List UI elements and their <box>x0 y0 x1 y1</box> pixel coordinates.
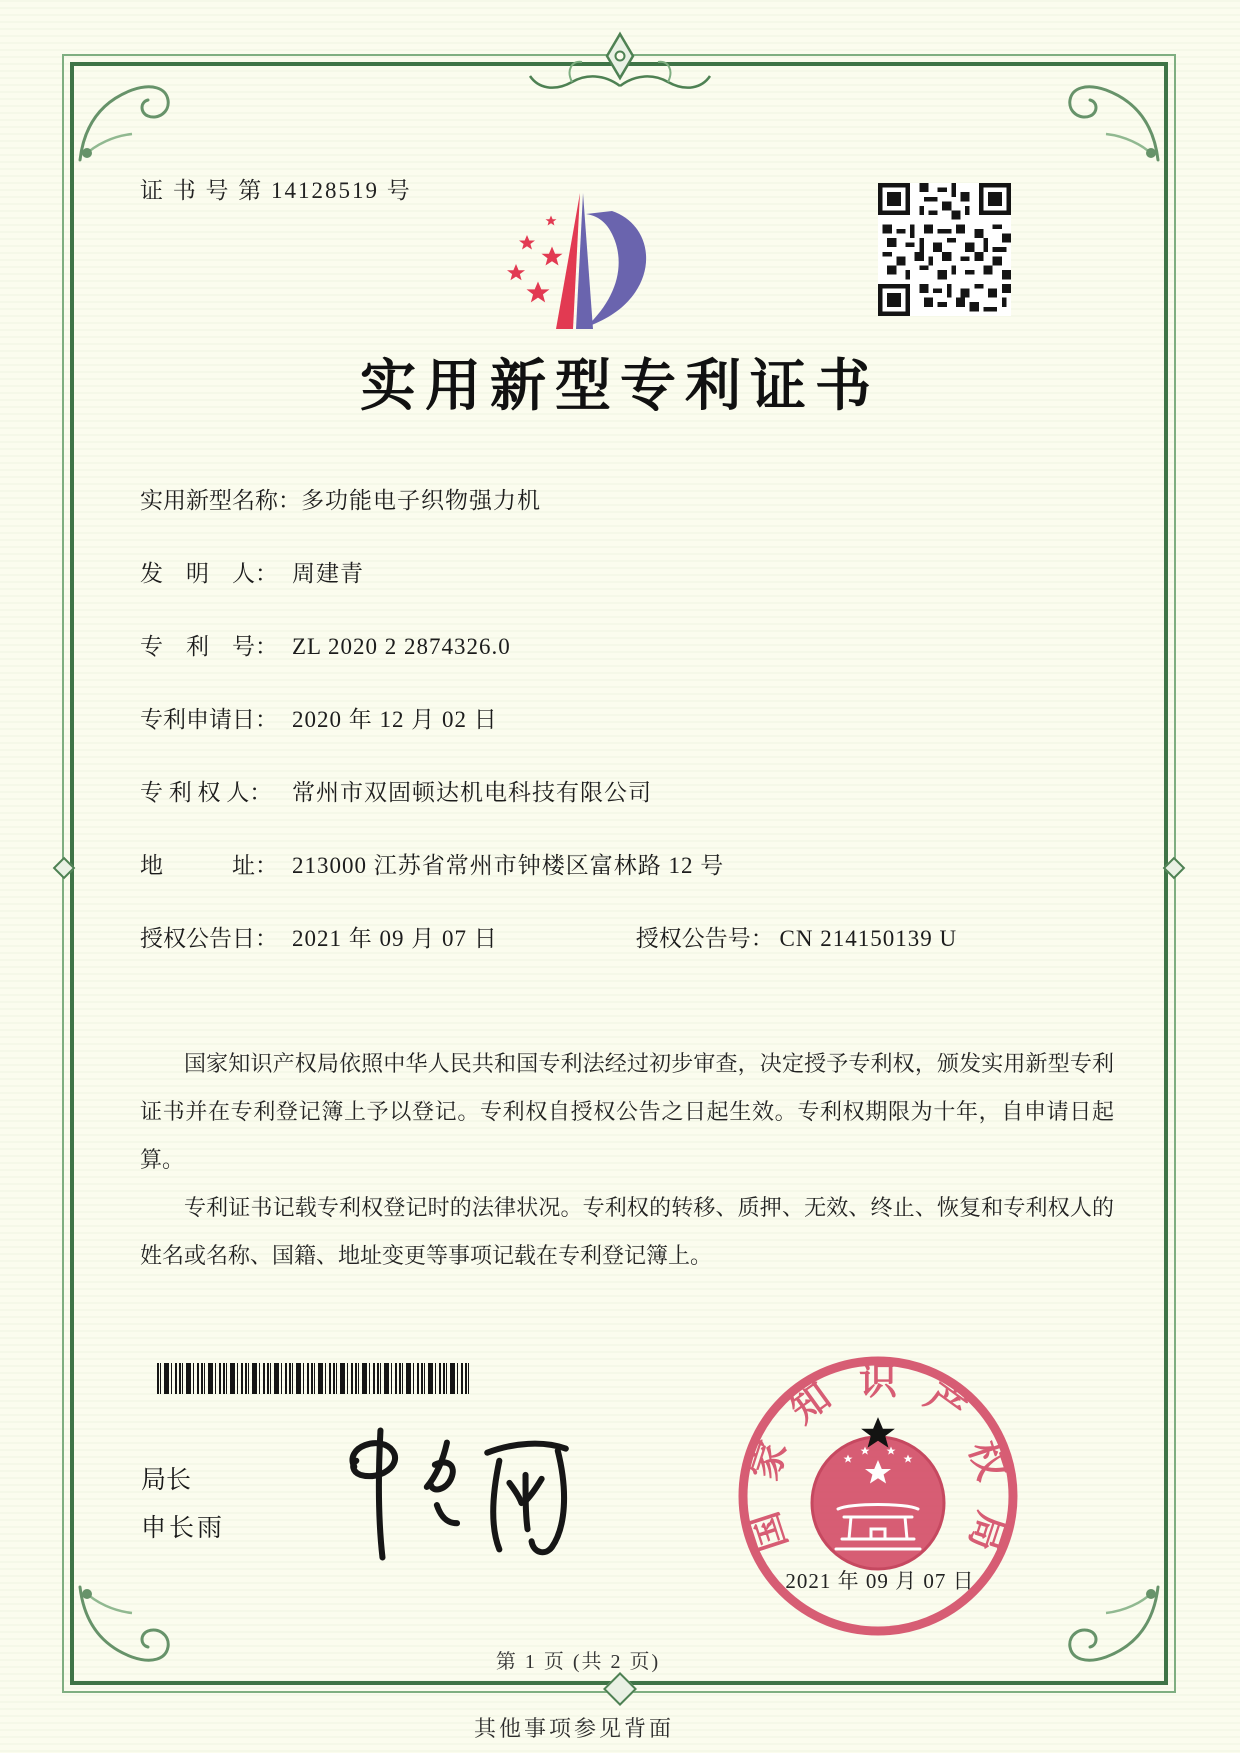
field-value: 常州市双固顿达机电科技有限公司 <box>292 780 652 805</box>
field-inventor <box>140 555 1120 628</box>
back-side-note: 其他事项参见背面 <box>473 1716 674 1741</box>
field-label: 专 利 号： <box>140 634 278 659</box>
field-value: 2020 年 12 月 02 日 <box>292 707 498 732</box>
cnipa-logo-icon <box>452 183 670 335</box>
certificate-number: 证 书 号 第 14128519 号 <box>140 178 412 203</box>
national-emblem <box>812 1417 944 1569</box>
seal-char: 家 <box>743 1436 796 1486</box>
field-value: 213000 江苏省常州市钟楼区富林路 12 号 <box>292 853 725 878</box>
field-label: 专利申请日： <box>140 707 278 732</box>
seal-char: 国 <box>743 1506 796 1556</box>
field-value: CN 214150139 U <box>779 926 958 951</box>
seal-char: 产 <box>917 1375 973 1432</box>
page-number: 第 1 页 (共 2 页) <box>495 1651 661 1673</box>
field-value: ZL 2020 2 2874326.0 <box>292 634 511 659</box>
legal-paragraph-1: 国家知识产权局依照中华人民共和国专利法经过初步审查，决定授予专利权，颁发实用新型专利证书并在专利登记簿上予以登记。专利权自授权公告之日起生效。专利权期限为十年，自申请日起算。 <box>140 1051 1114 1172</box>
seal-char: 局 <box>960 1506 1013 1556</box>
seal-char: 权 <box>960 1436 1013 1486</box>
cnipa-red-seal-icon <box>733 1351 1023 1641</box>
field-label: 授权公告日： <box>140 926 278 951</box>
field-label: 发 明 人： <box>140 561 278 586</box>
field-value: 多功能电子织物强力机 <box>301 488 541 513</box>
field-label: 实用新型名称： <box>140 488 301 513</box>
seal-char: 识 <box>858 1361 898 1403</box>
legal-paragraph-2: 专利证书记载专利权登记时的法律状况。专利权的转移、质押、无效、终止、恢复和专利权人的姓名或名称、国籍、地址变更等事项记载在专利登记簿上。 <box>140 1195 1114 1268</box>
field-value: 周建青 <box>292 561 364 586</box>
field-patent-number <box>140 628 1120 701</box>
handwritten-signature-icon <box>318 1416 590 1578</box>
barcode-icon <box>157 1363 470 1394</box>
seal-char: 知 <box>783 1375 839 1432</box>
seal-date: 2021 年 09 月 07 日 <box>785 1569 975 1593</box>
qr-code-icon <box>878 183 1011 316</box>
field-list <box>140 482 1120 993</box>
field-address <box>140 847 1120 920</box>
field-label: 专 利 权 人： <box>140 780 273 805</box>
field-application-date <box>140 701 1120 774</box>
certificate-title: 实用新型专利证书 <box>360 356 880 418</box>
field-label: 授权公告号： <box>635 926 774 951</box>
commissioner-name: 申长雨 <box>141 1515 226 1542</box>
field-label: 地 址： <box>140 853 278 878</box>
commissioner-title: 局长 <box>141 1467 192 1494</box>
field-utility-model-name <box>140 482 1120 555</box>
top-center-ornament-icon <box>520 22 720 102</box>
corner-flourish-icon <box>74 66 174 166</box>
field-patentee <box>140 774 1120 847</box>
corner-flourish-icon <box>1064 66 1164 166</box>
field-value: 2021 年 09 月 07 日 <box>292 926 498 951</box>
field-grant-number <box>636 920 957 953</box>
legal-text <box>140 1040 1114 1280</box>
field-grant-date-and-number <box>140 920 1120 993</box>
